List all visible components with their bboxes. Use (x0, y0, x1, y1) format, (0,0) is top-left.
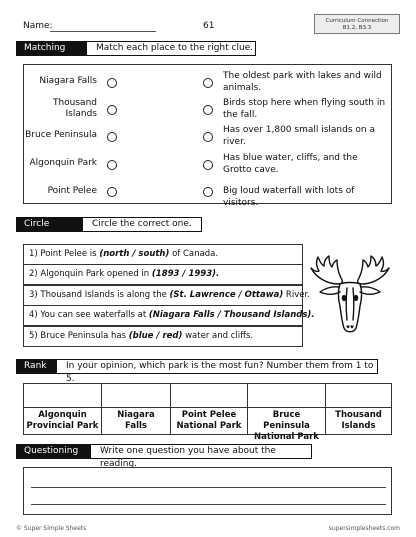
circle-question-5 (23, 326, 303, 347)
question-text: 3) Thousand Islands is along the (29, 290, 170, 300)
curriculum-title: Curriculum Connection (325, 18, 389, 24)
question-text: 4) You can see waterfalls at (29, 310, 149, 320)
rank-input-cell[interactable] (248, 384, 326, 408)
rank-input-cell[interactable] (171, 384, 248, 408)
answer-line (31, 487, 386, 488)
park-name-line: Point Pelee (181, 410, 237, 420)
park-name-line: Thousand (335, 410, 382, 420)
rank-label-algonquin (24, 408, 102, 435)
park-name-line: Falls (125, 421, 147, 431)
circle-instruction: Circle the correct one. (82, 217, 202, 232)
question-text: 5) Bruce Peninsula has (29, 331, 129, 341)
circle-question-1 (23, 244, 303, 265)
curriculum-code: B1.2, B3.3 (342, 25, 372, 31)
matching-tag: Matching (16, 41, 86, 56)
rank-label-thousand-islands (326, 408, 391, 435)
rank-tag: Rank (16, 359, 56, 374)
rank-label-niagara (102, 408, 171, 435)
clue-3: Has over 1,800 small islands on a river. (223, 125, 375, 147)
answer-choices[interactable]: (St. Lawrence / Ottawa) (169, 290, 284, 300)
matching-box (23, 64, 392, 208)
park-name-line: National Park (254, 432, 319, 442)
footer-website: supersimplesheets.com (328, 525, 400, 532)
curriculum-connection-box (314, 14, 400, 34)
match-right-circle[interactable] (203, 132, 213, 142)
place-bruce-peninsula: Bruce Peninsula (25, 130, 97, 140)
match-left-circle[interactable] (107, 105, 117, 115)
park-name-line: Islands (341, 421, 376, 431)
question-text: 2) Algonquin Park opened in (29, 269, 152, 279)
answer-choices[interactable]: (blue / red) (128, 331, 183, 341)
question-text: of Canada. (169, 249, 219, 259)
answer-line (31, 504, 386, 505)
page-number: 61 (203, 21, 215, 31)
moose-head-icon (306, 254, 394, 344)
match-right-circle[interactable] (203, 78, 213, 88)
questioning-tag: Questioning (16, 444, 90, 459)
answer-choices[interactable]: (Niagara Falls / Thousand Islands). (148, 310, 315, 320)
rank-input-cell[interactable] (102, 384, 171, 408)
footer-copyright: © Super Simple Sheets (16, 525, 87, 532)
circle-question-4 (23, 305, 315, 326)
rank-label-point-pelee (171, 408, 248, 435)
place-point-pelee: Point Pelee (47, 186, 97, 196)
answer-choices[interactable]: (north / south) (99, 249, 170, 259)
park-name-line: Niagara (117, 410, 155, 420)
rank-label-bruce-peninsula (248, 408, 326, 442)
clue-4: Has blue water, cliffs, and the Grotto cave. (223, 153, 358, 175)
park-name-line: National Park (176, 421, 242, 431)
question-text: 1) Point Pelee is (29, 249, 100, 259)
circle-question-2 (23, 264, 303, 285)
clue-2: Birds stop here when flying south in the fall. (223, 98, 386, 120)
rank-input-cell[interactable] (24, 384, 102, 408)
place-thousand-islands: Thousand Islands (52, 98, 97, 119)
name-field[interactable] (50, 31, 156, 32)
park-name-line: Algonquin (38, 410, 87, 420)
name-label: Name: (23, 21, 53, 31)
match-left-circle[interactable] (107, 132, 117, 142)
match-left-circle[interactable] (107, 187, 117, 197)
match-right-circle[interactable] (203, 160, 213, 170)
match-right-circle[interactable] (203, 187, 213, 197)
question-text: water and cliffs. (182, 331, 254, 341)
clue-5: Big loud waterfall with lots of visitors. (223, 186, 355, 208)
clue-1: The oldest park with lakes and wild animals. (223, 71, 382, 93)
match-left-circle[interactable] (107, 160, 117, 170)
question-text: River. (283, 290, 310, 300)
place-niagara-falls: Niagara Falls (39, 76, 97, 86)
question-answer-box[interactable] (23, 467, 392, 515)
circle-tag: Circle (16, 217, 82, 232)
place-algonquin-park: Algonquin Park (29, 158, 97, 168)
rank-instruction: In your opinion, which park is the most fun? Number them from 1 to 5. (56, 359, 378, 374)
park-name-line: Bruce Peninsula (263, 410, 310, 431)
park-name-line: Provincial Park (26, 421, 99, 431)
match-right-circle[interactable] (203, 105, 213, 115)
rank-table (23, 383, 392, 442)
circle-question-3 (23, 285, 310, 306)
matching-instruction: Match each place to the right clue. (86, 41, 256, 56)
rank-input-cell[interactable] (326, 384, 391, 408)
answer-choices[interactable]: (1893 / 1993). (151, 269, 220, 279)
questioning-instruction: Write one question you have about the reading. (90, 444, 312, 459)
match-left-circle[interactable] (107, 78, 117, 88)
